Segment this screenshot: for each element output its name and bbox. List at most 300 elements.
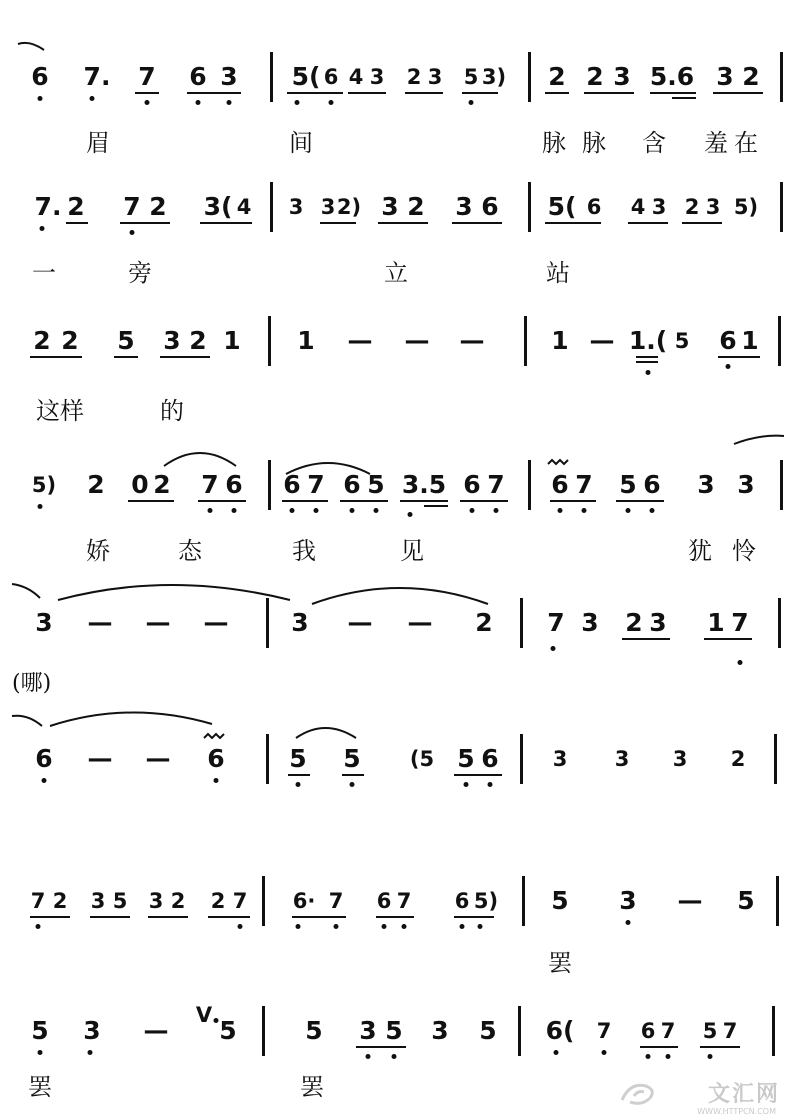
octave-dot bbox=[626, 508, 631, 513]
note: 7 bbox=[138, 62, 156, 91]
lyric: 一 bbox=[32, 259, 56, 287]
lyric: 含 bbox=[642, 129, 666, 157]
octave-dot bbox=[88, 1050, 93, 1055]
note: 2 bbox=[87, 470, 105, 499]
note: 2 bbox=[475, 608, 493, 637]
underline bbox=[682, 222, 722, 224]
score-system bbox=[0, 470, 800, 580]
note: 2 bbox=[742, 62, 760, 91]
underline bbox=[288, 774, 310, 776]
dash: — bbox=[203, 608, 229, 637]
octave-dot bbox=[582, 508, 587, 513]
note: 7 bbox=[328, 889, 344, 913]
bar-line bbox=[266, 734, 269, 784]
note: 7 bbox=[596, 1019, 612, 1043]
note: 5 bbox=[219, 1016, 237, 1045]
note: 3 bbox=[163, 326, 181, 355]
underline bbox=[342, 774, 364, 776]
note: 3 bbox=[552, 747, 568, 771]
bar-line bbox=[520, 598, 523, 648]
dash: — bbox=[404, 326, 430, 355]
octave-dot bbox=[90, 96, 95, 101]
lyric: 态 bbox=[178, 537, 202, 565]
underline bbox=[198, 500, 246, 502]
slur bbox=[164, 453, 236, 466]
note: 5 bbox=[619, 470, 637, 499]
note: 3 bbox=[83, 1016, 101, 1045]
bar-line bbox=[772, 1006, 775, 1056]
swirl-logo-icon bbox=[616, 1076, 660, 1110]
note: 6 bbox=[31, 62, 49, 91]
octave-dot bbox=[295, 100, 300, 105]
octave-dot bbox=[40, 226, 45, 231]
note: 5 bbox=[289, 744, 307, 773]
note: 7 bbox=[396, 889, 412, 913]
underline bbox=[550, 500, 596, 502]
slur bbox=[18, 43, 44, 50]
octave-dot bbox=[382, 924, 387, 929]
underline bbox=[628, 222, 668, 224]
note: 6 bbox=[376, 889, 392, 913]
note: 3 bbox=[359, 1016, 377, 1045]
octave-dot bbox=[650, 508, 655, 513]
note: 7 bbox=[660, 1019, 676, 1043]
score-system bbox=[0, 326, 800, 436]
note: 3 bbox=[369, 65, 385, 89]
note: 3 bbox=[35, 608, 53, 637]
dash: — bbox=[407, 608, 433, 637]
octave-dot bbox=[666, 1054, 671, 1059]
note: 3 bbox=[427, 65, 443, 89]
octave-dot bbox=[726, 364, 731, 369]
octave-dot bbox=[196, 100, 201, 105]
dash: — bbox=[145, 744, 171, 773]
dash: — bbox=[677, 886, 703, 915]
bar-line bbox=[780, 460, 783, 510]
note: 2 bbox=[684, 195, 700, 219]
note: 2 bbox=[189, 326, 207, 355]
octave-dot bbox=[366, 1054, 371, 1059]
watermark-url: WWW.HTTPCN.COM bbox=[697, 1107, 776, 1116]
note: 4 bbox=[236, 195, 252, 219]
underline bbox=[356, 1046, 406, 1048]
note: 3 bbox=[291, 608, 309, 637]
octave-dot bbox=[232, 508, 237, 513]
octave-dot bbox=[334, 924, 339, 929]
note: 6 bbox=[189, 62, 207, 91]
note: 6 bbox=[463, 470, 481, 499]
note: 5 bbox=[674, 329, 690, 353]
note: 3 bbox=[288, 195, 304, 219]
note: 2 bbox=[170, 889, 186, 913]
slur bbox=[12, 716, 42, 726]
bar-line bbox=[268, 460, 271, 510]
octave-dot bbox=[38, 1050, 43, 1055]
note: 3 bbox=[220, 62, 238, 91]
slur bbox=[58, 585, 290, 600]
octave-dot bbox=[38, 504, 43, 509]
note: 3 bbox=[672, 747, 688, 771]
bar-line bbox=[520, 734, 523, 784]
note: 2 bbox=[61, 326, 79, 355]
note: 6 bbox=[481, 744, 499, 773]
note: 7 bbox=[731, 608, 749, 637]
note: 2 bbox=[67, 192, 85, 221]
note: 7 bbox=[123, 192, 141, 221]
underline bbox=[650, 92, 696, 94]
note: 6 bbox=[343, 470, 361, 499]
lyric: 犹 bbox=[688, 537, 712, 565]
lyric: 眉 bbox=[86, 129, 110, 157]
note: 5 bbox=[385, 1016, 403, 1045]
underline bbox=[718, 356, 760, 358]
underline bbox=[208, 916, 250, 918]
note: 3 bbox=[716, 62, 734, 91]
lyric: 罢 bbox=[28, 1073, 52, 1101]
trill-mark bbox=[548, 460, 568, 464]
underline bbox=[700, 1046, 740, 1048]
octave-dot bbox=[227, 100, 232, 105]
octave-dot bbox=[38, 96, 43, 101]
note: 2 bbox=[406, 65, 422, 89]
underline bbox=[460, 500, 508, 502]
score-system bbox=[0, 192, 800, 302]
note: 5.6 bbox=[649, 62, 695, 91]
bar-line bbox=[774, 734, 777, 784]
note: 2 bbox=[625, 608, 643, 637]
watermark-text: 文汇网 bbox=[707, 1082, 780, 1107]
underline bbox=[376, 916, 414, 918]
note: 5 bbox=[367, 470, 385, 499]
note: 6( bbox=[545, 1016, 575, 1045]
underline bbox=[640, 1046, 678, 1048]
note: 5 bbox=[117, 326, 135, 355]
slur bbox=[296, 728, 356, 738]
note: 1 bbox=[551, 326, 569, 355]
note: 3 bbox=[431, 1016, 449, 1045]
octave-dot bbox=[329, 100, 334, 105]
note: 3 bbox=[619, 886, 637, 915]
underline bbox=[282, 500, 328, 502]
note: 7 bbox=[30, 889, 46, 913]
note: 5 bbox=[463, 65, 479, 89]
note: 1 bbox=[297, 326, 315, 355]
slur bbox=[50, 712, 212, 726]
octave-dot bbox=[36, 924, 41, 929]
bar-line bbox=[780, 182, 783, 232]
octave-dot bbox=[708, 1054, 713, 1059]
octave-dot bbox=[130, 230, 135, 235]
note: 6 bbox=[283, 470, 301, 499]
octave-dot bbox=[296, 924, 301, 929]
note: 6 bbox=[323, 65, 339, 89]
octave-dot bbox=[478, 924, 483, 929]
note: 3 bbox=[697, 470, 715, 499]
note: 5 bbox=[737, 886, 755, 915]
underline bbox=[320, 222, 356, 224]
note: 6 bbox=[640, 1019, 656, 1043]
score-system bbox=[0, 62, 800, 172]
dash: — bbox=[589, 326, 615, 355]
note: 1 bbox=[223, 326, 241, 355]
underline bbox=[545, 92, 569, 94]
lyric: 间 bbox=[289, 129, 313, 157]
dash: — bbox=[87, 608, 113, 637]
underline bbox=[66, 222, 88, 224]
octave-dot bbox=[214, 1018, 219, 1023]
octave-dot bbox=[145, 100, 150, 105]
bar-line bbox=[522, 876, 525, 926]
octave-dot bbox=[408, 512, 413, 517]
lyric: 怜 bbox=[732, 537, 756, 565]
octave-dot bbox=[238, 924, 243, 929]
note: 6 bbox=[643, 470, 661, 499]
underline bbox=[636, 356, 658, 358]
note: 2 bbox=[149, 192, 167, 221]
underline bbox=[287, 92, 343, 94]
underline bbox=[148, 916, 188, 918]
note: 5 bbox=[112, 889, 128, 913]
lyric: 羞 bbox=[704, 129, 728, 157]
note: 2 bbox=[548, 62, 566, 91]
underline bbox=[348, 92, 386, 94]
dash: — bbox=[143, 1016, 169, 1045]
dash: — bbox=[145, 608, 171, 637]
underline bbox=[340, 500, 388, 502]
note: 7 bbox=[232, 889, 248, 913]
note: 5) bbox=[31, 473, 57, 497]
underline bbox=[114, 356, 138, 358]
octave-dot bbox=[208, 508, 213, 513]
underline bbox=[616, 500, 664, 502]
octave-dot bbox=[602, 1050, 607, 1055]
bar-line bbox=[268, 316, 271, 366]
lyric: 脉 bbox=[542, 129, 566, 157]
bar-line bbox=[266, 598, 269, 648]
note: 2 bbox=[52, 889, 68, 913]
score-system bbox=[0, 886, 800, 986]
underline bbox=[400, 500, 448, 502]
note: 2 bbox=[210, 889, 226, 913]
bar-line bbox=[528, 460, 531, 510]
note: 5 bbox=[305, 1016, 323, 1045]
note: 5 bbox=[343, 744, 361, 773]
note: 4 bbox=[348, 65, 364, 89]
octave-dot bbox=[558, 508, 563, 513]
octave-dot bbox=[626, 920, 631, 925]
note: 1.( bbox=[628, 326, 668, 355]
note: 5( bbox=[547, 192, 577, 221]
underline bbox=[405, 92, 443, 94]
note: 3 bbox=[651, 195, 667, 219]
note: 5) bbox=[733, 195, 759, 219]
note: 3 bbox=[613, 62, 631, 91]
note: 2 bbox=[153, 470, 171, 499]
note: 3 bbox=[649, 608, 667, 637]
note: 6· bbox=[292, 889, 316, 913]
octave-dot bbox=[392, 1054, 397, 1059]
bar-line bbox=[524, 316, 527, 366]
score-system bbox=[0, 744, 800, 844]
underline bbox=[672, 97, 696, 99]
underline bbox=[135, 92, 159, 94]
underline bbox=[30, 356, 82, 358]
score-system bbox=[0, 608, 800, 708]
octave-dot bbox=[214, 778, 219, 783]
note: 1 bbox=[707, 608, 725, 637]
note: 2) bbox=[336, 195, 362, 219]
note: 3) bbox=[481, 65, 507, 89]
octave-dot bbox=[494, 508, 499, 513]
note: 3 bbox=[705, 195, 721, 219]
note: 5 bbox=[31, 1016, 49, 1045]
note: 5 bbox=[457, 744, 475, 773]
note: 7 bbox=[547, 608, 565, 637]
lyric: 脉 bbox=[582, 129, 606, 157]
lyric: 这样 bbox=[36, 397, 84, 425]
breath-mark: V bbox=[195, 1003, 213, 1027]
note: 3 bbox=[320, 195, 336, 219]
dash: — bbox=[347, 326, 373, 355]
octave-dot bbox=[646, 370, 651, 375]
note: 0 bbox=[131, 470, 149, 499]
note: 2 bbox=[407, 192, 425, 221]
octave-dot bbox=[350, 782, 355, 787]
score-system bbox=[0, 1003, 800, 1116]
note: 4 bbox=[630, 195, 646, 219]
octave-dot bbox=[290, 508, 295, 513]
note: 6 bbox=[551, 470, 569, 499]
octave-dot bbox=[460, 924, 465, 929]
note: 5 bbox=[551, 886, 569, 915]
bar-line bbox=[262, 1006, 265, 1056]
octave-dot bbox=[350, 508, 355, 513]
octave-dot bbox=[551, 646, 556, 651]
note: 7 bbox=[201, 470, 219, 499]
note: 2 bbox=[586, 62, 604, 91]
lyric: 在 bbox=[734, 129, 758, 157]
underline bbox=[584, 92, 634, 94]
underline bbox=[424, 505, 448, 507]
note: 6 bbox=[719, 326, 737, 355]
underline bbox=[454, 916, 494, 918]
octave-dot bbox=[554, 1050, 559, 1055]
note: 3 bbox=[614, 747, 630, 771]
lyric: 罢 bbox=[300, 1073, 324, 1101]
octave-dot bbox=[314, 508, 319, 513]
octave-dot bbox=[42, 778, 47, 783]
lyric: 的 bbox=[160, 397, 184, 425]
underline bbox=[636, 361, 658, 363]
note: 3 bbox=[581, 608, 599, 637]
side-label: (哪) bbox=[12, 671, 52, 696]
note: 3 bbox=[148, 889, 164, 913]
note: 7 bbox=[487, 470, 505, 499]
octave-dot bbox=[296, 782, 301, 787]
underline bbox=[120, 222, 170, 224]
underline bbox=[452, 222, 502, 224]
note: 6 bbox=[207, 744, 225, 773]
dash: — bbox=[347, 608, 373, 637]
note: 6 bbox=[454, 889, 470, 913]
underline bbox=[545, 222, 601, 224]
note: 5 bbox=[479, 1016, 497, 1045]
bar-line bbox=[528, 52, 531, 102]
underline bbox=[200, 222, 252, 224]
lyric: 罢 bbox=[548, 949, 572, 977]
note: 7 bbox=[307, 470, 325, 499]
underline bbox=[292, 916, 346, 918]
underline bbox=[187, 92, 241, 94]
note: 5 bbox=[702, 1019, 718, 1043]
note: 3.5 bbox=[401, 470, 447, 499]
note: 3( bbox=[203, 192, 233, 221]
underline bbox=[704, 638, 752, 640]
note: 3 bbox=[737, 470, 755, 499]
note: 6 bbox=[481, 192, 499, 221]
bar-line bbox=[776, 876, 779, 926]
note: 2 bbox=[33, 326, 51, 355]
trill-mark bbox=[204, 734, 224, 738]
note: 5) bbox=[473, 889, 499, 913]
lyric: 站 bbox=[546, 259, 570, 287]
dash: — bbox=[87, 744, 113, 773]
bar-line bbox=[270, 52, 273, 102]
octave-dot bbox=[402, 924, 407, 929]
note: 3 bbox=[90, 889, 106, 913]
octave-dot bbox=[470, 508, 475, 513]
note: 2 bbox=[730, 747, 746, 771]
lyric: 旁 bbox=[128, 259, 152, 287]
bar-line bbox=[778, 598, 781, 648]
note: 3 bbox=[381, 192, 399, 221]
underline bbox=[713, 92, 763, 94]
slur bbox=[12, 584, 40, 598]
dash: — bbox=[459, 326, 485, 355]
note: 7. bbox=[83, 62, 111, 91]
underline bbox=[622, 638, 670, 640]
underline bbox=[454, 774, 502, 776]
octave-dot bbox=[469, 100, 474, 105]
underline bbox=[462, 92, 498, 94]
bar-line bbox=[778, 316, 781, 366]
lyric: 娇 bbox=[86, 537, 110, 565]
underline bbox=[378, 222, 428, 224]
octave-dot bbox=[646, 1054, 651, 1059]
octave-dot bbox=[374, 508, 379, 513]
note: 6 bbox=[35, 744, 53, 773]
slur bbox=[312, 588, 488, 604]
slur bbox=[734, 436, 784, 444]
underline bbox=[128, 500, 174, 502]
note: 3 bbox=[455, 192, 473, 221]
lyric: 立 bbox=[384, 259, 408, 287]
bar-line bbox=[270, 182, 273, 232]
note: 7 bbox=[575, 470, 593, 499]
octave-dot bbox=[488, 782, 493, 787]
note: 7. bbox=[34, 192, 62, 221]
note: 6 bbox=[586, 195, 602, 219]
bar-line bbox=[262, 876, 265, 926]
underline bbox=[90, 916, 130, 918]
note: (5 bbox=[409, 747, 435, 771]
octave-dot bbox=[738, 660, 743, 665]
bar-line bbox=[780, 52, 783, 102]
bar-line bbox=[518, 1006, 521, 1056]
note: 1 bbox=[741, 326, 759, 355]
octave-dot bbox=[464, 782, 469, 787]
note: 6 bbox=[225, 470, 243, 499]
